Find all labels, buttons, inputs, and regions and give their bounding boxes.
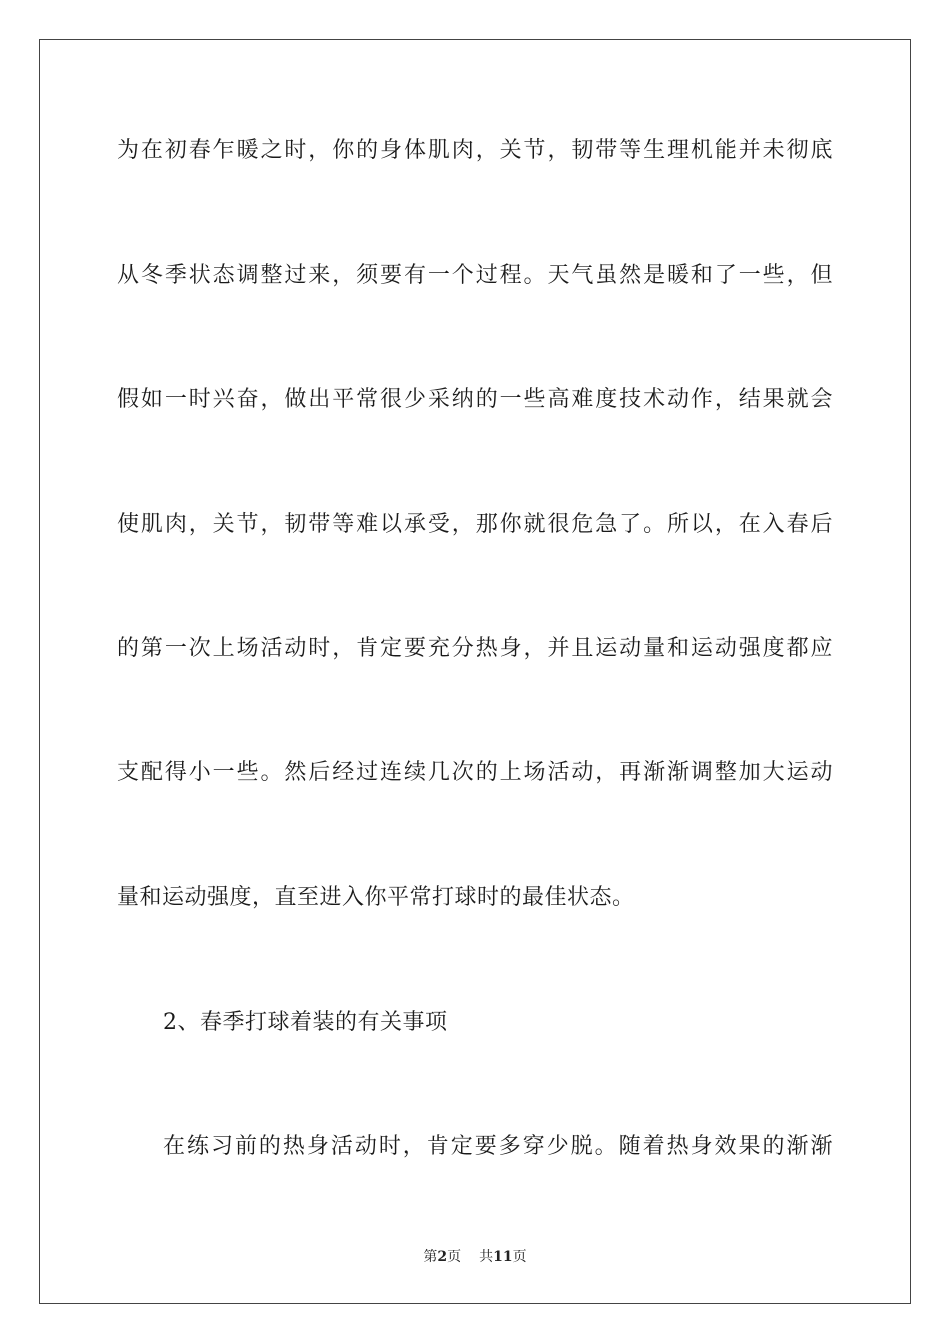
body-text-line-4: 使肌肉，关节，韧带等难以承受，那你就很危急了。所以，在入春后 <box>117 512 833 537</box>
footer-total-suffix: 页 <box>512 1249 527 1265</box>
footer-page-prefix: 第 <box>423 1249 438 1265</box>
page-footer <box>0 1247 950 1267</box>
footer-page-suffix: 页 <box>447 1249 462 1265</box>
body-text-line-6: 支配得小一些。然后经过连续几次的上场活动，再渐渐调整加大运动 <box>117 760 833 785</box>
body-text-line-7: 量和运动强度，直至进入你平常打球时的最佳状态。 <box>117 885 635 910</box>
body-text-paragraph-2-line-1: 在练习前的热身活动时，肯定要多穿少脱。随着热身效果的渐渐 <box>163 1134 833 1159</box>
footer-total-pages: 11 <box>493 1249 513 1265</box>
body-text-line-5: 的第一次上场活动时，肯定要充分热身，并且运动量和运动强度都应 <box>117 636 833 661</box>
section-heading: 2、春季打球着装的有关事项 <box>163 1010 448 1035</box>
body-text-line-2: 从冬季状态调整过来，须要有一个过程。天气虽然是暖和了一些，但 <box>117 263 833 288</box>
page-border <box>39 39 911 1304</box>
body-text-line-3: 假如一时兴奋，做出平常很少采纳的一些高难度技术动作，结果就会 <box>117 387 833 412</box>
body-text-line-1: 为在初春乍暖之时，你的身体肌肉，关节，韧带等生理机能并未彻底 <box>117 138 833 163</box>
footer-page-number: 2 <box>437 1249 448 1265</box>
footer-total-prefix: 共 <box>479 1249 494 1265</box>
